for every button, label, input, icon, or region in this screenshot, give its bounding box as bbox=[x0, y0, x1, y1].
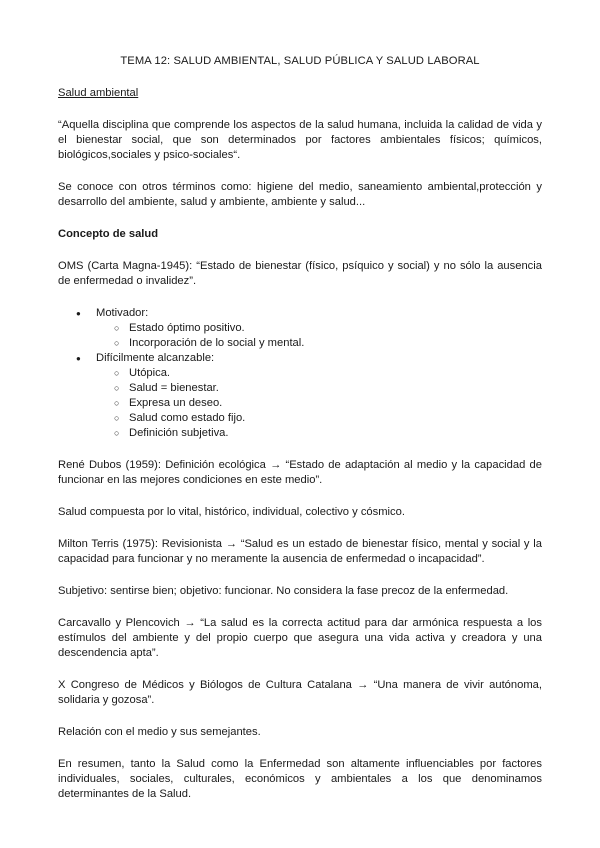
paragraph-terris: Milton Terris (1975): Revisionista → “Salud es un estado de bienestar físico, mental y social y la capacidad para funcionar y no meramente la ausencia de enfermedad o incapacidad”. bbox=[58, 538, 542, 565]
paragraph-congreso: X Congreso de Médicos y Biólogos de Cultura Catalana → “Una manera de vivir autónoma, solidaria y gozosa”. bbox=[58, 679, 542, 706]
paragraph-dubos: René Dubos (1959): Definición ecológica → “Estado de adaptación al medio y la capacidad de funcionar en las mejores condiciones en este medio”. bbox=[58, 459, 542, 486]
paragraph-carcavallo: Carcavallo y Plencovich → “La salud es la correcta actitud para dar armónica respuesta a los estímulos del ambiente y del propio cuerpo que asegura una vida activa y creadora y una descendencia apta”. bbox=[58, 617, 542, 659]
list-item: ○ Incorporación de lo social y mental. bbox=[96, 336, 542, 351]
paragraph-subjetivo: Subjetivo: sentirse bien; objetivo: funcionar. No considera la fase precoz de la enfermedad. bbox=[58, 585, 509, 597]
paragraph-relacion: Relación con el medio y sus semejantes. bbox=[58, 726, 261, 738]
sublist-motivador bbox=[96, 321, 542, 351]
paragraph-other-terms: Se conoce con otros términos como: higiene del medio, saneamiento ambiental,protección y desarrollo del ambiente, salud y ambiente, ambiente y salud... bbox=[58, 181, 542, 208]
list-item-label: Motivador: bbox=[96, 307, 149, 319]
list-item: ○ Salud = bienestar. bbox=[96, 381, 542, 396]
list-item: ○ Expresa un deseo. bbox=[96, 396, 542, 411]
list-item: ○ Utópica. bbox=[96, 366, 542, 381]
characteristics-list bbox=[58, 306, 542, 441]
list-item-motivador bbox=[58, 306, 542, 351]
section-heading-salud-ambiental: Salud ambiental bbox=[58, 87, 139, 99]
paragraph-resumen: En resumen, tanto la Salud como la Enfermedad son altamente influenciables por factores individuales, sociales, culturales, económicos y ambientales a los que denominamos determinantes de la Salud. bbox=[58, 758, 542, 800]
list-item-dificil bbox=[58, 351, 542, 441]
sublist-dificil bbox=[96, 366, 542, 441]
page-title: TEMA 12: SALUD AMBIENTAL, SALUD PÚBLICA Y SALUD LABORAL bbox=[120, 55, 480, 67]
document-page bbox=[58, 54, 542, 819]
paragraph-compuesta: Salud compuesta por lo vital, histórico, individual, colectivo y cósmico. bbox=[58, 506, 405, 518]
paragraph-oms: OMS (Carta Magna-1945): “Estado de bienestar (físico, psíquico y social) y no sólo la ausencia de enfermedad o invalidez”. bbox=[58, 260, 542, 287]
section-heading-concepto-salud: Concepto de salud bbox=[58, 228, 159, 240]
list-item-label: Difícilmente alcanzable: bbox=[96, 352, 215, 364]
list-item: ○ Definición subjetiva. bbox=[96, 426, 542, 441]
list-item: ○ Estado óptimo positivo. bbox=[96, 321, 542, 336]
paragraph-definition: “Aquella disciplina que comprende los aspectos de la salud humana, incluida la calidad de vida y el bienestar social, que son determinados por factores ambientales físicos; químicos, biológicos,sociales y psico-sociales“. bbox=[58, 119, 542, 161]
list-item: ○ Salud como estado fijo. bbox=[96, 411, 542, 426]
